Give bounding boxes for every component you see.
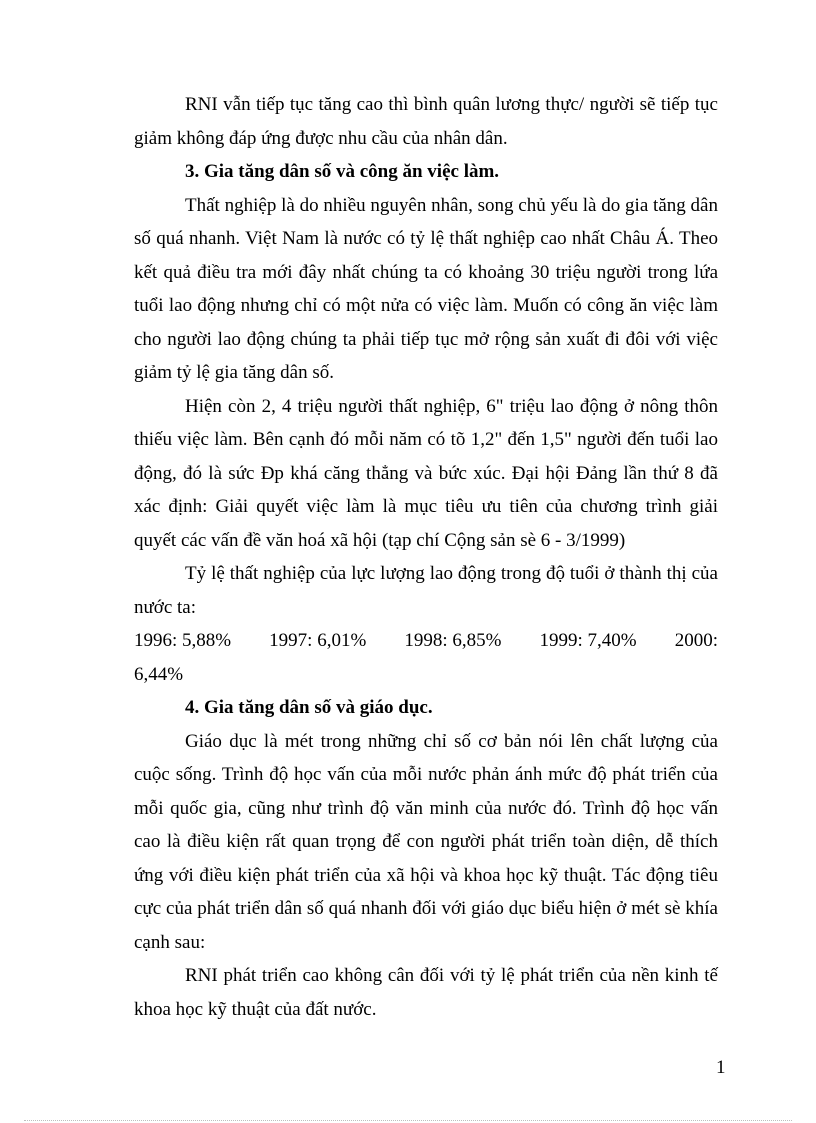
- paragraph-rni-development: RNI phát triển cao không cân đối với tỷ lệ phát triển của nền kinh tế khoa học kỹ thuật của đất nước.: [134, 965, 718, 1020]
- heading-population-employment: 3. Gia tăng dân số và công ăn việc làm.: [185, 161, 500, 182]
- rate-1999: 1999: 7,40%: [539, 630, 637, 651]
- rate-1998: 1998: 6,85%: [404, 630, 502, 651]
- paragraph-unemployment-causes: Thất nghiệp là do nhiều nguyên nhân, song chủ yếu là do gia tăng dân số quá nhanh. Việt Nam là nước có tỷ lệ thất nghiệp cao nhất Châu Á. Theo kết quả điều tra mới đây nhất chúng ta có khoảng 30 triệu người trong lứa tuổi lao động nhưng chỉ có một nửa có việc làm. Muốn có công ăn việc làm cho người lao động chúng ta phải tiếp tục mở rộng sản xuất đi đôi với việc giảm tỷ lệ gia tăng dân số.: [134, 194, 718, 383]
- paragraph-education-quality: Giáo dục là mét trong những chỉ số cơ bản nói lên chất lượng của cuộc sống. Trình độ học vấn của mỗi nước phản ánh mức độ phát triển của mỗi quốc gia, cũng như trình độ văn minh của nước đó. Trình độ học vấn cao là điều kiện rất quan trọng để con người phát triển toàn diện, dễ thích ứng với điều kiện phát triển của xã hội và khoa học kỹ thuật. Tác động tiêu cực của phát triển dân số quá nhanh đối với giáo dục biểu hiện ở mét sè khía cạnh sau:: [134, 730, 718, 953]
- rate-1997: 1997: 6,01%: [269, 630, 367, 651]
- unemployment-rates-row: [134, 624, 718, 658]
- document-body: [134, 88, 718, 1026]
- paragraph-food-supply: RNI vẫn tiếp tục tăng cao thì bình quân lương thực/ người sẽ tiếp tục giảm không đáp ứng được nhu cầu của nhân dân.: [134, 94, 718, 149]
- heading-population-education: 4. Gia tăng dân số và giáo dục.: [185, 697, 433, 718]
- rate-1996: 1996: 5,88%: [134, 630, 232, 651]
- paragraph-unemployment-figures: Hiện còn 2, 4 triệu người thất nghiệp, 6" triệu lao động ở nông thôn thiếu việc làm. Bên cạnh đó mỗi năm có tõ 1,2" đến 1,5" người đến tuổi lao động, đó là sức Ðp khá căng thẳng và bức xúc. Đại hội Đảng lần thứ 8 đã xác định: Giải quyết việc làm là mục tiêu ưu tiên của chương trình giải quyết các vấn đề văn hoá xã hội (tạp chí Cộng sản sè 6 - 3/1999): [134, 395, 718, 551]
- rate-2000-value: 6,44%: [134, 663, 184, 685]
- rate-2000-label: 2000:: [674, 630, 718, 651]
- page-number: 1: [716, 1057, 726, 1078]
- footer-divider: [24, 1120, 792, 1121]
- paragraph-urban-unemployment-intro: Tỷ lệ thất nghiệp của lực lượng lao động trong độ tuổi ở thành thị của nước ta:: [134, 563, 718, 618]
